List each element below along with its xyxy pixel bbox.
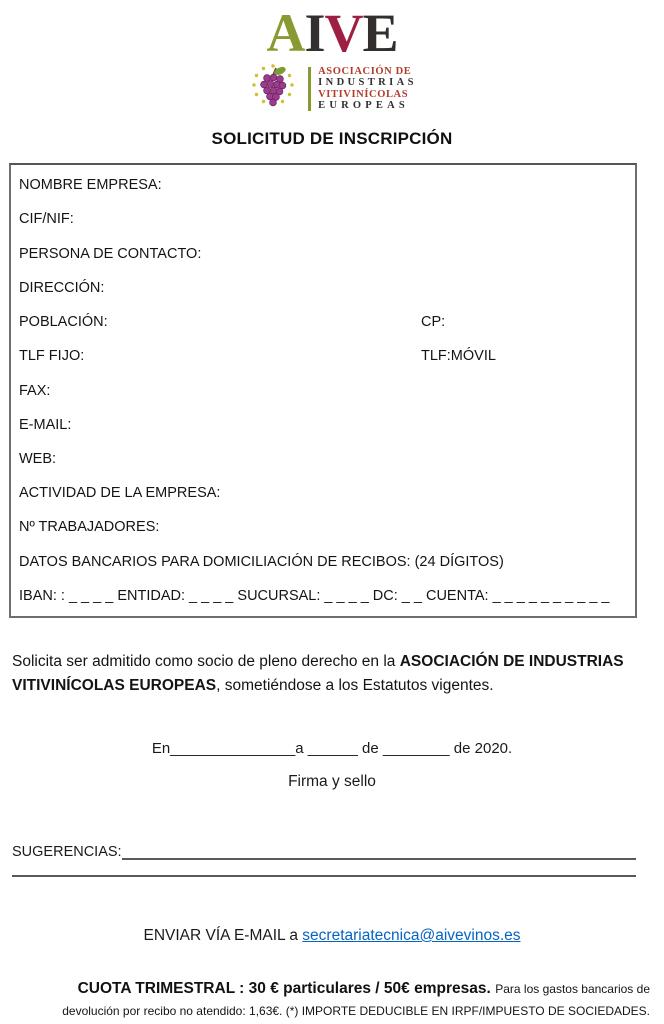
- form-row: [19, 545, 629, 579]
- logo-subtitle: [318, 66, 417, 111]
- field-num-trabajadores: Nº TRABAJADORES:: [19, 519, 160, 536]
- suggestions-writing-line: [122, 843, 636, 860]
- field-cp: CP:: [421, 314, 446, 331]
- date-fill-line: En_______________a ______ de ________ de 2020.: [151, 740, 513, 757]
- suggestions-row: [12, 843, 636, 860]
- logo-letter-a: A: [266, 3, 305, 63]
- form-row: [19, 202, 629, 236]
- email-prefix: ENVIAR VÍA E-MAIL a: [143, 927, 303, 944]
- fee-small-text: Para los gastos bancarios de devolución por recibo no atendido: 1,63€. (*) IMPORTE DEDUCIBLE EN IRPF/IMPUESTO DE SOCIEDADES.: [62, 982, 650, 1018]
- form-row: [19, 305, 629, 339]
- logo-divider: [308, 67, 311, 111]
- field-tlf-movil: TLF:MÓVIL: [421, 348, 496, 365]
- email-instruction: [0, 927, 664, 945]
- grape-icon: [247, 62, 301, 115]
- declaration-part1: Solicita ser admitido como socio de pleno derecho en la: [12, 653, 400, 670]
- logo-subblock: [0, 62, 664, 115]
- form-row: [19, 168, 629, 202]
- field-poblacion: POBLACIÓN:: [19, 314, 108, 331]
- logo-subtitle-line: ASOCIACIÓN DE: [318, 66, 412, 78]
- logo-subtitle-line: EUROPEAS: [318, 99, 409, 111]
- form-row: [19, 442, 629, 476]
- logo-subtitle-line: VITIVINÍCOLAS: [318, 88, 409, 100]
- field-datos-bancarios: DATOS BANCARIOS PARA DOMICILIACIÓN DE RECIBOS: (24 DÍGITOS): [19, 553, 504, 570]
- fee-note: [28, 978, 650, 1022]
- field-cif-nif: CIF/NIF:: [19, 211, 74, 228]
- logo-letter-e: E: [362, 3, 398, 63]
- field-direccion: DIRECCIÓN:: [19, 279, 105, 296]
- field-web: WEB:: [19, 450, 57, 467]
- email-link[interactable]: secretariatecnica@aivevinos.es: [302, 927, 521, 944]
- suggestions-label: SUGERENCIAS:: [12, 844, 122, 860]
- field-nombre-empresa: NOMBRE EMPRESA:: [19, 177, 162, 194]
- logo-letter-v: V: [324, 3, 363, 63]
- fee-bold-text: CUOTA TRIMESTRAL : 30 € particulares / 50€ empresas.: [77, 980, 491, 997]
- logo-wordmark: [0, 3, 664, 63]
- aive-logo: [0, 3, 664, 115]
- form-row: [19, 476, 629, 510]
- form-row: [19, 373, 629, 407]
- logo-letter-i: I: [304, 3, 325, 63]
- form-box: [9, 163, 637, 618]
- signature-label: Firma y sello: [288, 773, 376, 790]
- suggestions-writing-line-2: [12, 860, 636, 877]
- declaration-part2: , sometiéndose a los Estatutos vigentes.: [216, 677, 494, 694]
- field-fax: FAX:: [19, 382, 51, 399]
- field-actividad: ACTIVIDAD DE LA EMPRESA:: [19, 485, 221, 502]
- form-row: [19, 510, 629, 544]
- logo-subtitle-line: INDUSTRIAS: [318, 77, 417, 89]
- form-row: [19, 236, 629, 270]
- form-row: [19, 408, 629, 442]
- form-row: [19, 339, 629, 373]
- field-tlf-fijo: TLF FIJO:: [19, 348, 85, 365]
- field-persona-contacto: PERSONA DE CONTACTO:: [19, 245, 202, 262]
- field-email: E-MAIL:: [19, 416, 72, 433]
- page-title: SOLICITUD DE INSCRIPCIÓN: [211, 129, 453, 148]
- field-iban-line: IBAN: : _ _ _ _ ENTIDAD: _ _ _ _ SUCURSAL: _ _ _ _ DC: _ _ CUENTA: _ _ _ _ _ _ _ _ _ _: [19, 587, 610, 604]
- form-row: [19, 579, 629, 613]
- form-row: [19, 271, 629, 305]
- declaration-text: [12, 650, 634, 698]
- declaration-bold: ASOCIACIÓN DE INDUSTRIAS VITIVINÍCOLAS EUROPEAS: [12, 653, 624, 694]
